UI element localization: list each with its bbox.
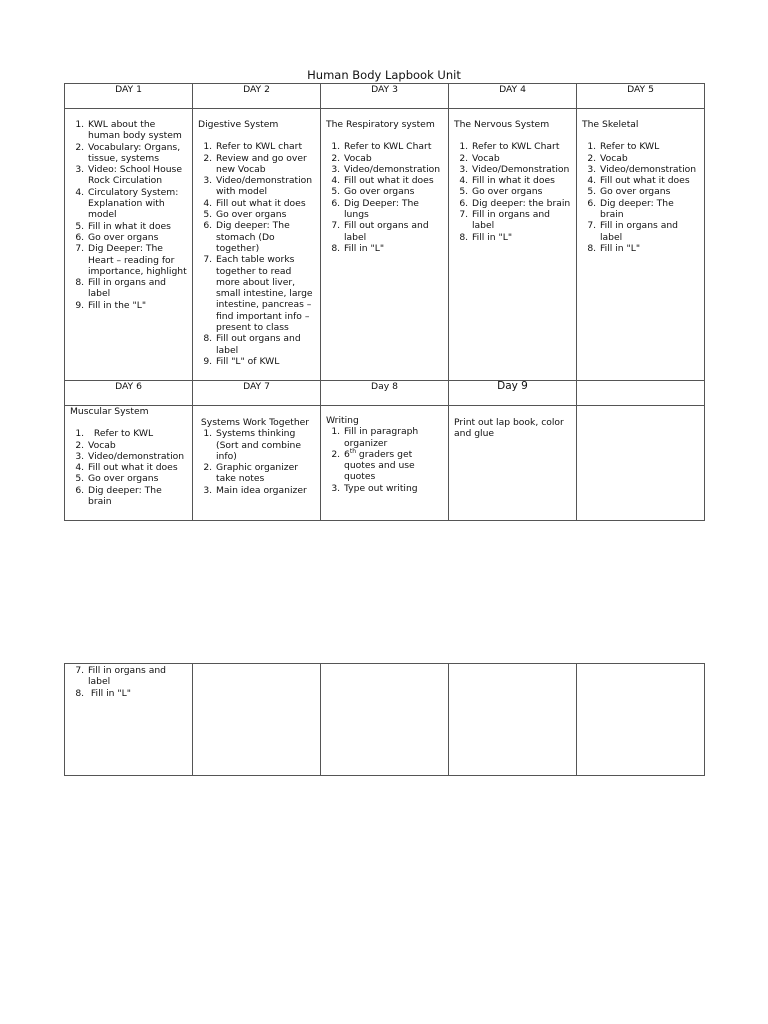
list-item: 7. Each table works together to read more about liver, small intestine, large intestine, pancreas – find important info – present to class (215, 254, 316, 333)
list-item: 3. Type out writing (343, 483, 444, 494)
day6-continued-cell (65, 664, 193, 776)
day5-list (582, 141, 700, 254)
list-item: 7. Fill in organs and label (599, 220, 700, 243)
list-item: 5. Fill in what it does (87, 221, 188, 232)
day-header: DAY 3 (321, 84, 449, 109)
day7-list (198, 428, 316, 496)
list-item: 2. Vocab (343, 153, 444, 164)
list-item: 8. Fill in "L" (471, 232, 572, 243)
list-item: 3. Video/Demonstration (471, 164, 572, 175)
day6-heading: Muscular System (70, 406, 149, 417)
list-item: 1. KWL about the human body system (87, 119, 188, 142)
list-item: 6. Dig Deeper: The lungs (343, 198, 444, 221)
day9-cell (449, 406, 577, 521)
list-item: 4. Fill out what it does (87, 462, 188, 473)
day9-text: Print out lap book, color and glue (454, 417, 564, 440)
header-row-2 (65, 381, 705, 406)
day1-cell (65, 109, 193, 381)
list-item: 7. Fill out organs and label (343, 220, 444, 243)
list-item: 7. Fill in organs and label (87, 665, 188, 688)
header-row-1 (65, 84, 705, 109)
list-item: 6. Go over organs (87, 232, 188, 243)
continuation-table (64, 663, 705, 776)
list-item: 4. Fill out what it does (215, 198, 316, 209)
list-item: 1. Refer to KWL Chart (343, 141, 444, 152)
list-item: 8. Fill in "L" (87, 688, 188, 699)
list-item: 8. Fill in "L" (343, 243, 444, 254)
list-item: 2. Vocab (599, 153, 700, 164)
day4-cell (449, 109, 577, 381)
list-item: 6. Dig deeper: The brain (87, 485, 188, 508)
list-item: 3. Video/demonstration (599, 164, 700, 175)
day4-list (454, 141, 572, 243)
day8-list (326, 426, 444, 494)
day-header: DAY 7 (193, 381, 321, 406)
lesson-plan-table (64, 83, 705, 521)
day5-cell (577, 109, 705, 381)
list-item: 1. Refer to KWL (87, 428, 188, 439)
list-item: 3. Video/demonstration (87, 451, 188, 462)
list-item: 4. Fill in what it does (471, 175, 572, 186)
list-item: 6. Dig deeper: the brain (471, 198, 572, 209)
day-header: Day 8 (321, 381, 449, 406)
list-item: 2. Vocab (471, 153, 572, 164)
list-item: 4. Fill out what it does (599, 175, 700, 186)
day3-heading: The Respiratory system (326, 119, 435, 130)
list-item: 2. Vocab (87, 440, 188, 451)
list-item: 1. Fill in paragraph organizer (343, 426, 444, 449)
day6-list (70, 428, 188, 507)
list-item: 1. Refer to KWL (599, 141, 700, 152)
list-item: 9. Fill "L" of KWL (215, 356, 316, 367)
list-item: 4. Circulatory System: Explanation with model (87, 187, 188, 221)
list-item: 9. Fill in the "L" (87, 300, 188, 311)
day1-list (70, 119, 188, 311)
day3-cell (321, 109, 449, 381)
day5-heading: The Skeletal (582, 119, 639, 130)
list-item: 4. Fill out what it does (343, 175, 444, 186)
empty-header (577, 381, 705, 406)
empty-cell (193, 664, 321, 776)
day6-continued-list (70, 665, 188, 699)
day-header: DAY 5 (577, 84, 705, 109)
list-item: 8. Fill in organs and label (87, 277, 188, 300)
list-item: 2. Review and go over new Vocab (215, 153, 316, 176)
list-item: 8. Fill out organs and label (215, 333, 316, 356)
page-title: Human Body Lapbook Unit (307, 68, 461, 82)
list-item: 5. Go over organs (471, 186, 572, 197)
day2-list (198, 141, 316, 367)
continuation-row (65, 664, 705, 776)
list-item: 2. Graphic organizer take notes (215, 462, 316, 485)
list-item: 5. Go over organs (599, 186, 700, 197)
day4-heading: The Nervous System (454, 119, 550, 130)
day-header: Day 9 (449, 381, 577, 406)
list-item: 5. Go over organs (343, 186, 444, 197)
list-item: 1. Refer to KWL Chart (471, 141, 572, 152)
list-item: 3. Video/demonstration (343, 164, 444, 175)
day-header: DAY 2 (193, 84, 321, 109)
day7-cell (193, 406, 321, 521)
list-item: 3. Video/demonstration with model (215, 175, 316, 198)
list-item: 7. Dig Deeper: The Heart – reading for importance, highlight (87, 243, 188, 277)
list-item: 3. Video: School House Rock Circulation (87, 164, 188, 187)
list-item: 6. Dig deeper: The stomach (Do together) (215, 220, 316, 254)
list-item: 6. Dig deeper: The brain (599, 198, 700, 221)
list-item: 5. Go over organs (87, 473, 188, 484)
day3-list (326, 141, 444, 254)
day-header: DAY 6 (65, 381, 193, 406)
day-header: DAY 4 (449, 84, 577, 109)
day7-heading: Systems Work Together (200, 417, 310, 428)
list-item: 5. Go over organs (215, 209, 316, 220)
day8-heading: Writing (326, 415, 359, 426)
day2-heading: Digestive System (198, 119, 279, 130)
list-item: 2. 6th graders get quotes and use quotes (343, 449, 444, 483)
empty-cell (321, 664, 449, 776)
list-item: 7. Fill in organs and label (471, 209, 572, 232)
list-item: 3. Main idea organizer (215, 485, 316, 496)
list-item: 1. Systems thinking (Sort and combine info) (215, 428, 316, 462)
content-row-1 (65, 109, 705, 381)
day8-cell (321, 406, 449, 521)
day-header: DAY 1 (65, 84, 193, 109)
day6-cell (65, 406, 193, 521)
empty-cell (577, 406, 705, 521)
list-item: 8. Fill in "L" (599, 243, 700, 254)
list-item: 2. Vocabulary: Organs, tissue, systems (87, 142, 188, 165)
list-item: 1. Refer to KWL chart (215, 141, 316, 152)
content-row-2 (65, 406, 705, 521)
day2-cell (193, 109, 321, 381)
empty-cell (577, 664, 705, 776)
empty-cell (449, 664, 577, 776)
